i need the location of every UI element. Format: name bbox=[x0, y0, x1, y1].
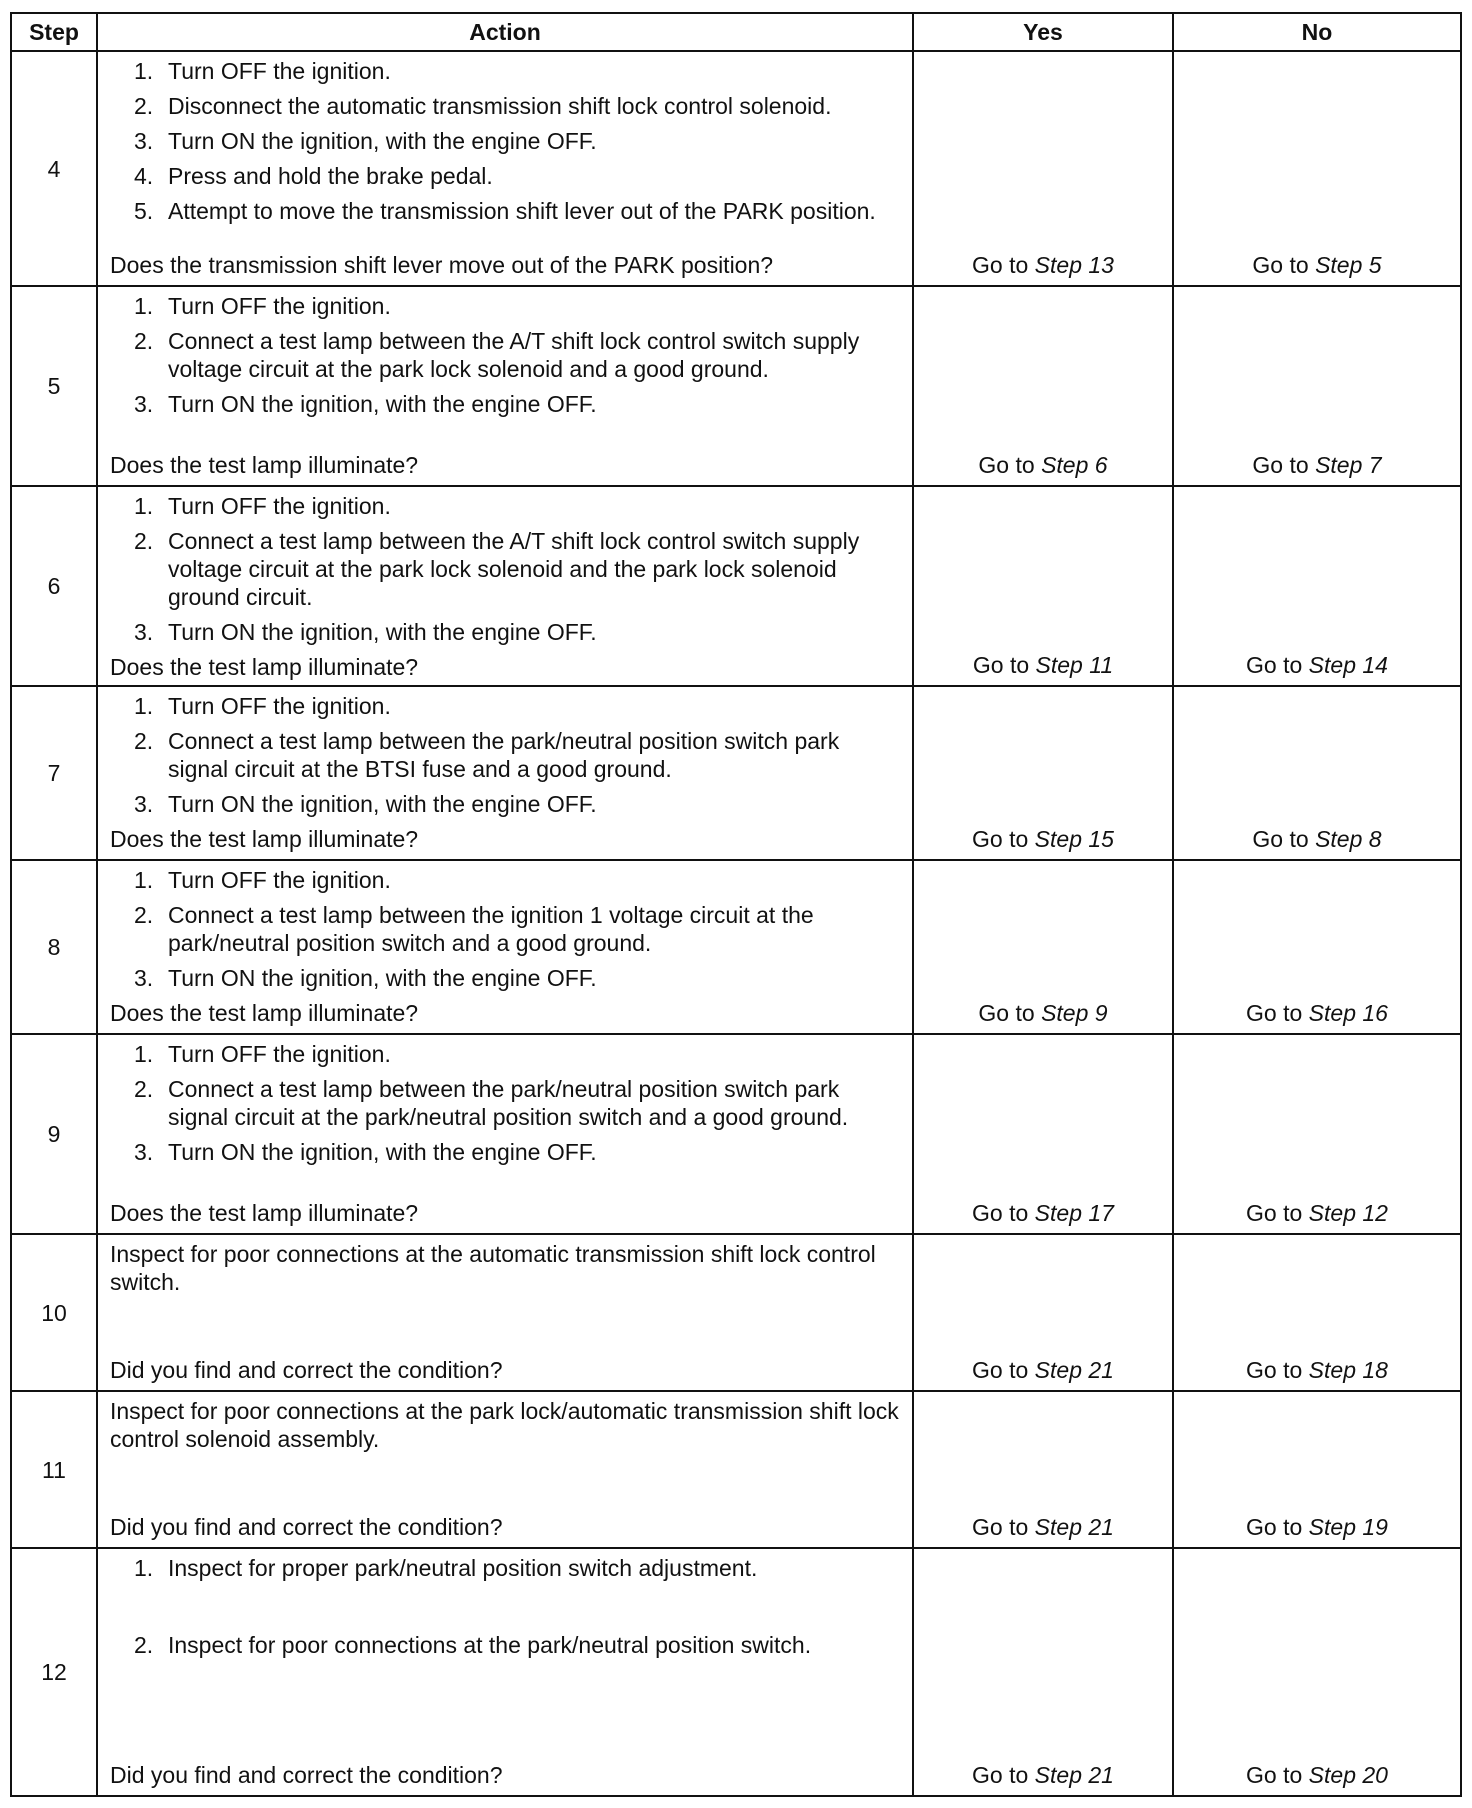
list-item bbox=[134, 866, 902, 894]
list-item bbox=[134, 618, 902, 646]
step-number: 9 bbox=[11, 1034, 97, 1234]
list-item-number: 2. bbox=[134, 93, 154, 119]
action-question: Does the test lamp illuminate? bbox=[110, 1000, 419, 1026]
list-item bbox=[134, 92, 902, 120]
list-item-number: 3. bbox=[134, 619, 154, 645]
yes-goto-prefix: Go to bbox=[972, 1357, 1035, 1383]
list-item-text: Turn OFF the ignition. bbox=[168, 493, 391, 519]
action-cell bbox=[97, 1034, 913, 1234]
list-item-number: 2. bbox=[134, 902, 154, 928]
no-goto-step-link[interactable]: Step 19 bbox=[1308, 1514, 1388, 1540]
no-goto-step-link[interactable]: Step 16 bbox=[1308, 1000, 1388, 1026]
yes-goto-prefix: Go to bbox=[972, 826, 1035, 852]
list-item bbox=[134, 292, 902, 320]
list-item-text: Connect a test lamp between the A/T shift lock control switch supply voltage circuit at the park lock solenoid and a good ground. bbox=[168, 328, 860, 382]
header-yes: Yes bbox=[913, 13, 1173, 51]
table-row bbox=[11, 860, 1461, 1034]
list-item-number: 3. bbox=[134, 128, 154, 154]
diagnostic-table bbox=[10, 12, 1462, 1797]
yes-result-cell bbox=[913, 486, 1173, 686]
action-question: Did you find and correct the condition? bbox=[110, 1357, 503, 1383]
no-result-cell bbox=[1173, 1391, 1461, 1548]
list-item-number: 3. bbox=[134, 391, 154, 417]
diagnostic-table-sheet bbox=[10, 12, 1460, 1797]
table-row bbox=[11, 286, 1461, 486]
step-number: 10 bbox=[11, 1234, 97, 1391]
yes-goto-prefix: Go to bbox=[972, 1514, 1035, 1540]
no-goto-step-link[interactable]: Step 18 bbox=[1308, 1357, 1388, 1383]
yes-goto-step-link[interactable]: Step 11 bbox=[1035, 652, 1114, 678]
action-cell bbox=[97, 51, 913, 286]
list-item-text: Turn ON the ignition, with the engine OFF. bbox=[168, 128, 597, 154]
yes-goto-prefix: Go to bbox=[972, 652, 1036, 678]
list-item bbox=[134, 692, 902, 720]
list-item bbox=[134, 727, 902, 783]
list-item-number: 2. bbox=[134, 1076, 154, 1102]
no-result-cell bbox=[1173, 860, 1461, 1034]
list-item bbox=[134, 1138, 902, 1166]
action-question: Does the test lamp illuminate? bbox=[110, 452, 419, 478]
list-item-number: 1. bbox=[134, 293, 154, 319]
yes-result-cell bbox=[913, 1391, 1173, 1548]
yes-goto-step-link[interactable]: Step 6 bbox=[1041, 452, 1108, 478]
action-list bbox=[110, 692, 902, 825]
list-item bbox=[134, 327, 902, 383]
no-goto-prefix: Go to bbox=[1246, 1000, 1309, 1026]
no-result-cell bbox=[1173, 1034, 1461, 1234]
yes-result-cell bbox=[913, 860, 1173, 1034]
list-item bbox=[134, 492, 902, 520]
no-goto-prefix: Go to bbox=[1252, 452, 1316, 478]
list-item bbox=[134, 964, 902, 992]
action-cell bbox=[97, 486, 913, 686]
list-item bbox=[134, 1040, 902, 1068]
step-number: 4 bbox=[11, 51, 97, 286]
list-item-number: 2. bbox=[134, 528, 154, 554]
no-goto-step-link[interactable]: Step 12 bbox=[1308, 1200, 1388, 1226]
action-question: Did you find and correct the condition? bbox=[110, 1762, 503, 1788]
list-item-number: 1. bbox=[134, 867, 154, 893]
list-item-text: Turn OFF the ignition. bbox=[168, 58, 391, 84]
list-item-text: Turn ON the ignition, with the engine OFF. bbox=[168, 619, 597, 645]
header-no: No bbox=[1173, 13, 1461, 51]
no-goto-prefix: Go to bbox=[1246, 1514, 1309, 1540]
list-item bbox=[134, 197, 902, 225]
list-item bbox=[134, 901, 902, 957]
list-item-text: Turn OFF the ignition. bbox=[168, 293, 391, 319]
list-item-number: 3. bbox=[134, 965, 154, 991]
yes-result-cell bbox=[913, 1034, 1173, 1234]
list-item-text: Inspect for proper park/neutral position switch adjustment. bbox=[168, 1555, 758, 1581]
list-item bbox=[134, 1075, 902, 1131]
list-item bbox=[134, 127, 902, 155]
header-row bbox=[11, 13, 1461, 51]
yes-goto-step-link[interactable]: Step 13 bbox=[1034, 252, 1114, 278]
step-number: 12 bbox=[11, 1548, 97, 1796]
no-result-cell bbox=[1173, 1548, 1461, 1796]
no-result-cell bbox=[1173, 286, 1461, 486]
yes-goto-step-link[interactable]: Step 17 bbox=[1034, 1200, 1114, 1226]
yes-goto-step-link[interactable]: Step 21 bbox=[1034, 1762, 1114, 1788]
list-item-text: Turn ON the ignition, with the engine OFF. bbox=[168, 391, 597, 417]
action-question: Does the transmission shift lever move out of the PARK position? bbox=[110, 252, 774, 278]
yes-goto-step-link[interactable]: Step 21 bbox=[1034, 1357, 1114, 1383]
step-number: 5 bbox=[11, 286, 97, 486]
list-item-number: 3. bbox=[134, 791, 154, 817]
header-step: Step bbox=[11, 13, 97, 51]
no-goto-prefix: Go to bbox=[1246, 652, 1309, 678]
yes-goto-step-link[interactable]: Step 9 bbox=[1041, 1000, 1108, 1026]
list-item-text: Attempt to move the transmission shift lever out of the PARK position. bbox=[168, 198, 876, 224]
list-item-text: Turn ON the ignition, with the engine OFF. bbox=[168, 965, 597, 991]
action-question: Does the test lamp illuminate? bbox=[110, 654, 419, 680]
yes-result-cell bbox=[913, 51, 1173, 286]
yes-result-cell bbox=[913, 286, 1173, 486]
list-item-text: Inspect for poor connections at the park/neutral position switch. bbox=[168, 1632, 812, 1658]
action-question: Does the test lamp illuminate? bbox=[110, 826, 419, 852]
list-item bbox=[134, 1554, 902, 1582]
table-row bbox=[11, 1548, 1461, 1796]
table-row bbox=[11, 1034, 1461, 1234]
list-item bbox=[134, 527, 902, 611]
step-number: 7 bbox=[11, 686, 97, 860]
action-cell bbox=[97, 1548, 913, 1796]
list-item-text: Disconnect the automatic transmission shift lock control solenoid. bbox=[168, 93, 832, 119]
action-cell bbox=[97, 1234, 913, 1391]
list-item-number: 1. bbox=[134, 1555, 154, 1581]
yes-goto-step-link[interactable]: Step 21 bbox=[1034, 1514, 1114, 1540]
list-item-number: 1. bbox=[134, 1041, 154, 1067]
action-list bbox=[110, 866, 902, 999]
list-item-number: 2. bbox=[134, 328, 154, 354]
yes-goto-prefix: Go to bbox=[972, 1200, 1035, 1226]
yes-result-cell bbox=[913, 1234, 1173, 1391]
list-item-text: Connect a test lamp between the park/neutral position switch park signal circuit at the park/neutral position switch and a good ground. bbox=[168, 1076, 849, 1130]
yes-goto-step-link[interactable]: Step 15 bbox=[1034, 826, 1114, 852]
table-row bbox=[11, 51, 1461, 286]
list-item-text: Connect a test lamp between the ignition 1 voltage circuit at the park/neutral position switch and a good ground. bbox=[168, 902, 814, 956]
no-goto-prefix: Go to bbox=[1246, 1200, 1309, 1226]
list-item bbox=[134, 162, 902, 190]
no-goto-prefix: Go to bbox=[1246, 1357, 1309, 1383]
table-row bbox=[11, 1391, 1461, 1548]
list-item-number: 1. bbox=[134, 693, 154, 719]
table-row bbox=[11, 486, 1461, 686]
no-goto-step-link[interactable]: Step 20 bbox=[1308, 1762, 1388, 1788]
action-list bbox=[110, 492, 902, 653]
action-list bbox=[110, 1554, 902, 1666]
no-goto-prefix: Go to bbox=[1246, 1762, 1309, 1788]
action-cell bbox=[97, 686, 913, 860]
no-goto-prefix: Go to bbox=[1252, 252, 1316, 278]
action-question: Does the test lamp illuminate? bbox=[110, 1200, 419, 1226]
list-item-text: Turn OFF the ignition. bbox=[168, 867, 391, 893]
step-number: 8 bbox=[11, 860, 97, 1034]
list-item-number: 2. bbox=[134, 1632, 154, 1658]
table-body bbox=[11, 51, 1461, 1796]
no-goto-prefix: Go to bbox=[1252, 826, 1316, 852]
action-list bbox=[110, 1040, 902, 1173]
list-item-number: 4. bbox=[134, 163, 154, 189]
no-result-cell bbox=[1173, 51, 1461, 286]
table-row bbox=[11, 1234, 1461, 1391]
no-result-cell bbox=[1173, 486, 1461, 686]
table-row bbox=[11, 686, 1461, 860]
list-item-text: Turn OFF the ignition. bbox=[168, 1041, 391, 1067]
list-item-number: 1. bbox=[134, 58, 154, 84]
yes-result-cell bbox=[913, 1548, 1173, 1796]
list-item bbox=[134, 790, 902, 818]
no-goto-step-link[interactable]: Step 7 bbox=[1315, 452, 1382, 478]
action-list bbox=[110, 57, 902, 232]
list-item-text: Connect a test lamp between the park/neutral position switch park signal circuit at the BTSI fuse and a good ground. bbox=[168, 728, 840, 782]
list-item-number: 2. bbox=[134, 728, 154, 754]
list-item-number: 1. bbox=[134, 493, 154, 519]
action-list bbox=[110, 292, 902, 425]
step-number: 11 bbox=[11, 1391, 97, 1548]
no-goto-step-link[interactable]: Step 14 bbox=[1308, 652, 1388, 678]
list-item bbox=[134, 390, 902, 418]
action-instruction: Inspect for poor connections at the park lock/automatic transmission shift lock control solenoid assembly. bbox=[110, 1398, 899, 1452]
list-item bbox=[134, 57, 902, 85]
list-item-text: Turn ON the ignition, with the engine OFF. bbox=[168, 1139, 597, 1165]
action-instruction: Inspect for poor connections at the automatic transmission shift lock control switch. bbox=[110, 1241, 876, 1295]
yes-result-cell bbox=[913, 686, 1173, 860]
list-item-text: Press and hold the brake pedal. bbox=[168, 163, 493, 189]
yes-goto-prefix: Go to bbox=[972, 1762, 1035, 1788]
yes-goto-prefix: Go to bbox=[978, 452, 1042, 478]
action-cell bbox=[97, 1391, 913, 1548]
header-action: Action bbox=[97, 13, 913, 51]
yes-goto-prefix: Go to bbox=[978, 1000, 1042, 1026]
list-item-text: Turn ON the ignition, with the engine OFF. bbox=[168, 791, 597, 817]
list-item-text: Connect a test lamp between the A/T shift lock control switch supply voltage circuit at the park lock solenoid and the park lock solenoid ground circuit. bbox=[168, 528, 860, 610]
step-number: 6 bbox=[11, 486, 97, 686]
no-result-cell bbox=[1173, 1234, 1461, 1391]
action-question: Did you find and correct the condition? bbox=[110, 1514, 503, 1540]
list-item bbox=[134, 1631, 902, 1659]
no-goto-step-link[interactable]: Step 5 bbox=[1315, 252, 1382, 278]
no-goto-step-link[interactable]: Step 8 bbox=[1315, 826, 1382, 852]
list-item-number: 5. bbox=[134, 198, 154, 224]
yes-goto-prefix: Go to bbox=[972, 252, 1035, 278]
list-item-text: Turn OFF the ignition. bbox=[168, 693, 391, 719]
list-item-number: 3. bbox=[134, 1139, 154, 1165]
action-cell bbox=[97, 286, 913, 486]
action-cell bbox=[97, 860, 913, 1034]
no-result-cell bbox=[1173, 686, 1461, 860]
